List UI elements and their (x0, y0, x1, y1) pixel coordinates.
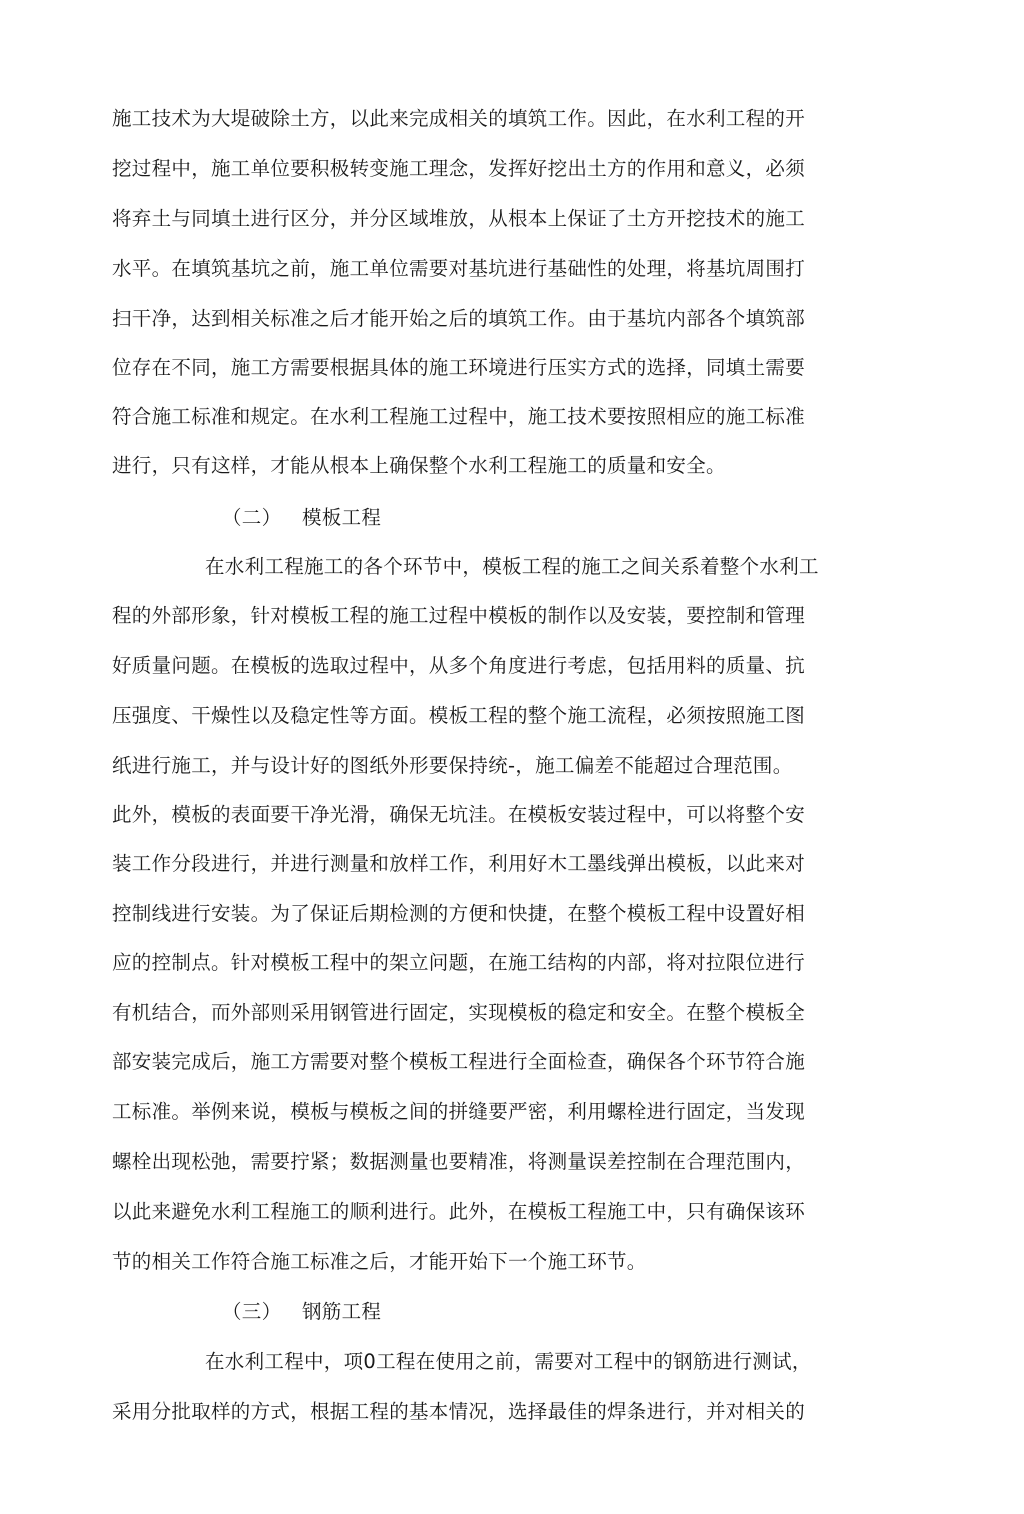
paragraph-line: 压强度、干燥性以及稳定性等方面。模板工程的整个施工流程，必须按照施工图 (112, 704, 806, 727)
paragraph-line: 将弃土与同填土进行区分，并分区域堆放，从根本上保证了土方开挖技术的施工 (112, 207, 806, 230)
paragraph-line: 此外，模板的表面要干净光滑，确保无坑洼。在模板安装过程中，可以将整个安 (112, 803, 806, 826)
paragraph-line: 水平。在填筑基坑之前，施工单位需要对基坑进行基础性的处理，将基坑周围打 (112, 257, 806, 280)
paragraph-line: 控制线进行安装。为了保证后期检测的方便和快捷，在整个模板工程中设置好相 (112, 902, 806, 925)
paragraph-line: 应的控制点。针对模板工程中的架立问题，在施工结构的内部，将对拉限位进行 (112, 951, 806, 974)
paragraph-line: 部安装完成后，施工方需要对整个模板工程进行全面检查，确保各个环节符合施 (112, 1050, 806, 1073)
section-heading (222, 1300, 381, 1324)
paragraph-line: 节的相关工作符合施工标准之后，才能开始下一个施工环节。 (112, 1250, 647, 1273)
paragraph-line: 装工作分段进行，并进行测量和放样工作，利用好木工墨线弹出模板，以此来对 (112, 852, 806, 875)
section-number: （二） (222, 506, 282, 529)
paragraph-line: 扫干净，达到相关标准之后才能开始之后的填筑工作。由于基坑内部各个填筑部 (112, 307, 806, 330)
paragraph-line: 进行，只有这样，才能从根本上确保整个水利工程施工的质量和安全。 (112, 454, 726, 477)
paragraph-line: 有机结合，而外部则采用钢管进行固定，实现模板的稳定和安全。在整个模板全 (112, 1001, 806, 1024)
paragraph-line: 位存在不同，施工方需要根据具体的施工环境进行压实方式的选择，同填土需要 (112, 356, 806, 379)
paragraph-line: 螺栓出现松弛，需要拧紧；数据测量也要精准，将测量误差控制在合理范围内， (112, 1150, 806, 1173)
paragraph-line: 纸进行施工，并与设计好的图纸外形要保持统-，施工偏差不能超过合理范围。 (112, 754, 793, 777)
section-heading (222, 506, 381, 530)
section-number: （三） (222, 1300, 282, 1323)
paragraph-line: 施工技术为大堤破除土方，以此来完成相关的填筑工作。因此，在水利工程的开 (112, 107, 806, 130)
paragraph-line: 工标准。举例来说，模板与模板之间的拼缝要严密，利用螺栓进行固定，当发现 (112, 1100, 806, 1123)
paragraph-line: 符合施工标准和规定。在水利工程施工过程中，施工技术要按照相应的施工标准 (112, 405, 806, 428)
paragraph-line: 以此来避免水利工程施工的顺利进行。此外，在模板工程施工中，只有确保该环 (112, 1200, 806, 1223)
paragraph-line: 在水利工程施工的各个环节中，模板工程的施工之间关系着整个水利工 (205, 555, 819, 578)
paragraph-line: 采用分批取样的方式，根据工程的基本情况，选择最佳的焊条进行，并对相关的 (112, 1400, 806, 1423)
paragraph-line: 在水利工程中，项0工程在使用之前，需要对工程中的钢筋进行测试， (205, 1350, 812, 1373)
section-title: 钢筋工程 (302, 1300, 382, 1323)
paragraph-line: 程的外部形象，针对模板工程的施工过程中模板的制作以及安装，要控制和管理 (112, 604, 806, 627)
paragraph-line: 好质量问题。在模板的选取过程中，从多个角度进行考虑，包括用料的质量、抗 (112, 654, 806, 677)
section-title: 模板工程 (302, 506, 382, 529)
paragraph-line: 挖过程中，施工单位要积极转变施工理念，发挥好挖出土方的作用和意义，必须 (112, 157, 806, 180)
